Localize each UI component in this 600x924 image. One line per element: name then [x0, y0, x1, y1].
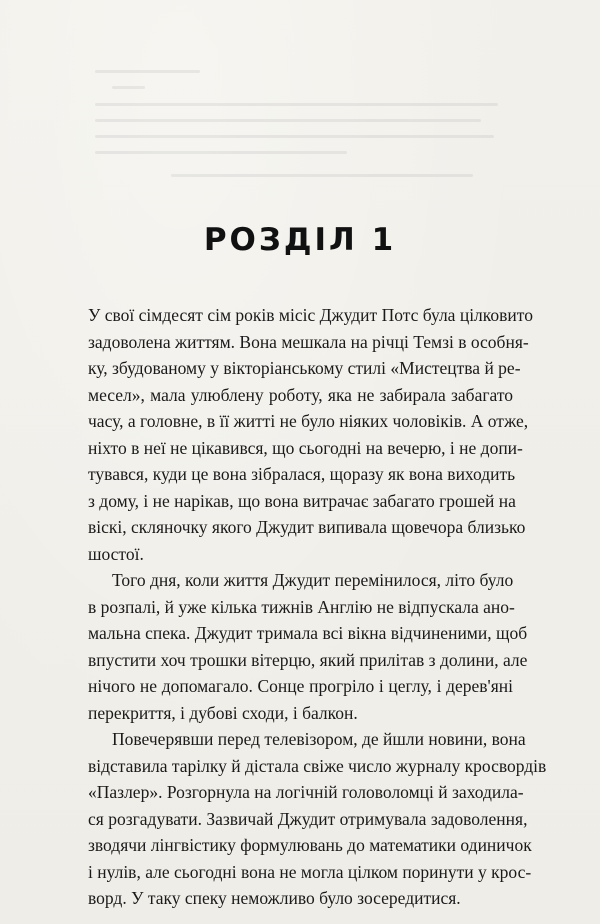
text-line: впустити хоч трошки вітерцю, який прилітав з долини, але: [88, 649, 528, 670]
text-line: мальна спека. Джудит тримала всі вікна відчиненими, щоб: [88, 623, 528, 643]
text-line: ніхто в неї не цікавився, що сьогодні на вечерю, і не допи-: [88, 437, 523, 458]
text-line: У свої сімдесят сім років місіс Джудит Потс була цілковито: [88, 305, 533, 325]
text-line: «Пазлер». Розгорнула на логічній головоломці й заходила-: [88, 782, 524, 802]
paragraph-1: [88, 302, 533, 567]
text-line: нічого не допомагало. Сонце прогріло і цеглу, і дерев'яні: [88, 676, 513, 696]
text-line: зводячи лінгвістику формулювань до математики одиничок: [88, 835, 532, 855]
text-line: шостої.: [88, 543, 144, 564]
text-line: месел», мала улюблену роботу, яка не забирала забагато: [88, 384, 513, 405]
text-line: ворд. У таку спеку неможливо було зосередитися.: [88, 888, 461, 908]
chapter-title: РОЗДІЛ 1: [203, 222, 397, 258]
text-line: з дому, і не нарікав, що вона витрачає забагато грошей на: [88, 490, 516, 511]
text-line: ку, збудованому у вікторіанському стилі «Мистецтва й ре-: [88, 358, 521, 378]
text-line: відставила тарілку й дістала свіже число журналу кросвордів: [88, 755, 547, 776]
text-line: задоволена життям. Вона мешкала на річці Темзі в особня-: [88, 331, 529, 352]
chapter-body: [88, 302, 547, 912]
text-line: часу, а головне, в її житті не було ніяких чоловіків. А отже,: [88, 411, 529, 431]
paragraph-3: [88, 726, 547, 912]
text-line: ся розгадувати. Зазвичай Джудит отримувала задоволення,: [88, 808, 528, 829]
text-line: тувався, куди це вона зібралася, щоразу як вона виходить: [88, 464, 516, 484]
paragraph-2: [88, 567, 528, 726]
text-line: віскі, скляночку якого Джудит випивала щовечора близько: [88, 517, 526, 537]
text-line: Повечерявши перед телевізором, де йшли новини, вона: [112, 729, 526, 749]
text-line: в розпалі, й уже кілька тижнів Англію не відпускала ано-: [88, 596, 515, 617]
text-line: Того дня, коли життя Джудит перемінилося, літо було: [112, 570, 514, 590]
text-line: перекриття, і дубові сходи, і балкон.: [88, 702, 358, 723]
text-line: і нулів, але сьогодні вона не могла цілком поринути у крос-: [88, 861, 532, 882]
